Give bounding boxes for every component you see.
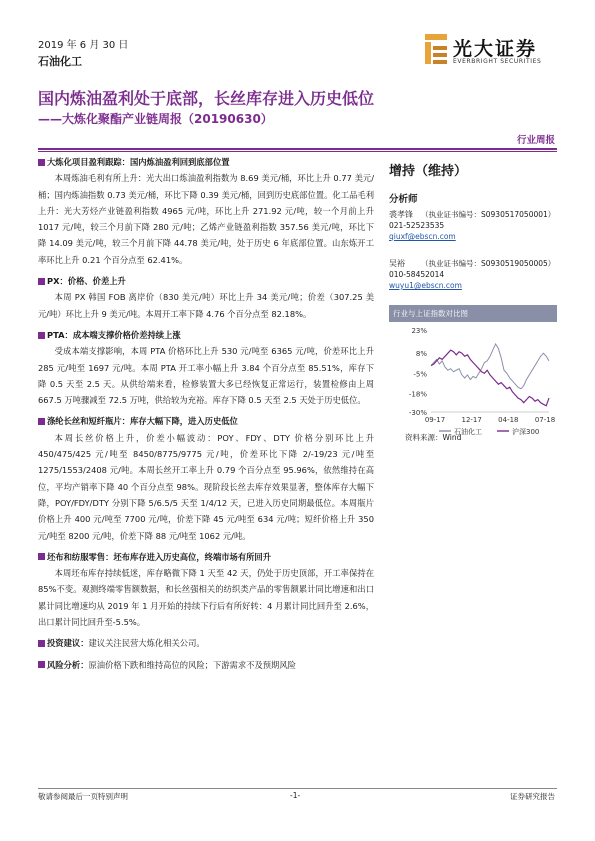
bullet-icon [38,661,45,668]
x-tick-label: 07-18 [534,416,556,424]
bullet-icon [38,553,45,560]
section-body: 本周坯布库存持续低迷，库存略微下降 1 天至 42 天，仍处于历史顶部，开工率保持在 85%不变。观测终端零售额数据，和长丝强相关的纺织类产品的零售额累计同比增速和出口累计同比增速均从 2019 年 1 月开始的持续下行后有所好转：4 月累计同比回升至 2.6%，出口累计同比回升至-5.5%。 [38,568,374,628]
section-polyester [38,413,374,543]
logo-name-en: EVERBRIGHT SECURITIES [453,58,542,65]
analyst-card [389,209,557,242]
bullet-icon [38,278,45,285]
report-type: 行业周报 [516,135,555,146]
chart-source: 资料来源：Wind [405,433,462,442]
y-tick-label: -30% [408,409,427,417]
section-fabric [38,549,374,630]
section-pta [38,327,374,408]
series-line-petrochem [431,344,549,389]
legend-label: 沪深300 [512,428,540,436]
analyst-email-link[interactable]: wuyu1@ebscn.com [389,281,462,290]
company-logo [425,32,555,68]
x-tick-label: 12-17 [461,416,482,424]
series-line-csi300 [431,350,549,406]
industry-label: 石油化工 [38,55,82,68]
summary-column [38,154,374,673]
section-heading: 投资建议： [47,638,89,649]
footer-divider [38,788,557,789]
bullet-icon [38,418,45,425]
analyst-card [389,258,557,291]
chart-plot [389,322,557,440]
section-body: 本周炼油毛利有所上升：光大出口炼油盈利指数为 8.69 美元/桶，环比上升 0.77 美元/桶；国内炼油指数 0.73 美元/桶，环比下降 0.39 美元/桶，回到历史底部位置。化工品毛利上升：光大芳烃产业链盈利指数 4965 元/吨，环比上升 271.92 元/吨，较一个月前上升 1017 元/吨，较三个月前下降 280 元/吨；乙烯产业链盈利指数 357.56 美元/吨，环比下降 14.09 美元/吨，较三个月前下降 44.78 美元/吨，处于历史 6 年底部位置。山东炼开工率环比上升 0.21 个百分点至 62.41%。 [38,173,374,265]
section-investment [38,635,374,651]
section-heading: 坯布和纺服零售：坯布库存进入历史高位，终端市场有所回升 [47,551,272,562]
section-body: 原油价格下跌和维持高位的风险；下游需求不及预期风险 [88,659,296,670]
section-heading: 涤纶长丝和短纤瓶片：库存大幅下降，进入历史低位 [47,416,238,427]
section-px [38,273,374,322]
legend-label: 石油化工 [454,428,482,436]
analyst-phone: 021-52523535 [389,221,445,230]
comparison-chart [389,305,557,445]
section-risk [38,657,374,673]
analyst-heading: 分析师 [389,194,418,205]
sidebar [389,154,557,291]
bullet-icon [38,640,45,647]
report-subtitle: ——大炼化聚酯产业链周报（20190630） [38,112,273,126]
analyst-name: 裘孝锋 [389,210,413,219]
y-tick-label: -5% [413,370,427,379]
y-tick-label: -18% [408,390,427,399]
page-number: -1- [290,791,301,800]
section-body: 本周长丝价格上升，价差小幅波动：POY、FDY、DTY 价格分别环比上升 450/475/425 元/吨至 8450/8775/9775 元/吨，价差环比下降 2/-19/23 元/吨至 1275/1553/2408 元/吨。本周长丝开工率上升 0.79 个百分点至 95.96%，依然维持在高位，平均产销率下降 40 个百分点至 98%。现阶段长丝去库存效果显著，整体库存大幅下降，POY/FDY/DTY 分别下降 5/6.5/5 天至 1/4/12 天，已进入历史同期最低位。本周瓶片价格上升 400 元/吨至 7700 元/吨，价差下降 45 元/吨至 634 元/吨；短纤价格上升 350 元/吨至 8200 元/吨，价差下降 88 元/吨至 1062 元/吨。 [38,432,374,541]
section-refining [38,154,374,268]
footer-disclaimer: 敬请参阅最后一页特别声明 [38,792,128,801]
section-heading: 大炼化项目盈利跟踪：国内炼油盈利回到底部位置 [47,157,230,167]
section-body: 本周 PX 韩国 FOB 离岸价（830 美元/吨）环比上升 34 美元/吨；价差（307.25 美元/吨）环比上升 9 美元/吨。本周开工率下降 4.76 个百分点至 82.18%。 [38,292,374,319]
header-divider-thin [38,151,557,152]
x-tick-label: 04-18 [498,416,519,424]
analyst-email-link[interactable]: qiuxf@ebscn.com [389,232,456,241]
section-heading: PX：价格、价差上升 [47,276,126,287]
rating-label: 增持（维持） [389,164,468,179]
bullet-icon [38,159,45,166]
section-body: 受成本端支撑影响，本周 PTA 价格环比上升 530 元/吨至 6365 元/吨，价差环比上升 285 元/吨至 1697 元/吨。本周 PTA 开工率小幅上升 3.84 个百分点至 85.51%，库存下降 0.5 天至 2.5 天。从供给端来看，检修装置大多已经恢复正常运行，装置检修由上周 667.5 万吨骤减至 72.5 万吨，供给较为充裕。库存下降 0.5 天至 2.5 天处于历史低位。 [38,346,374,406]
footer-report-label: 证券研究报告 [510,792,555,801]
analyst-phone: 010-58452014 [389,270,445,279]
logo-mark-icon [425,34,447,64]
analyst-cert: （执业证书编号：S0930517050001） [421,210,556,219]
report-date: 2019 年 6 月 30 日 [38,40,129,51]
section-body: 建议关注民营大炼化相关公司。 [88,638,205,649]
section-heading: PTA：成本端支撑价格价差持续上涨 [47,329,181,340]
bullet-icon [38,332,45,339]
report-title: 国内炼油盈利处于底部，长丝库存进入历史低位 [38,89,375,108]
analyst-cert: （执业证书编号：S0930519050005） [421,259,556,268]
x-tick-label: 09-17 [424,416,446,424]
y-tick-label: 8% [415,350,427,359]
analyst-name: 吴裕 [389,259,405,268]
y-tick-label: 23% [411,327,427,335]
chart-title: 行业与上证指数对比图 [389,305,557,322]
header-divider [38,148,557,150]
logo-name-cn: 光大证券 [453,38,538,60]
section-heading: 风险分析： [47,659,89,670]
